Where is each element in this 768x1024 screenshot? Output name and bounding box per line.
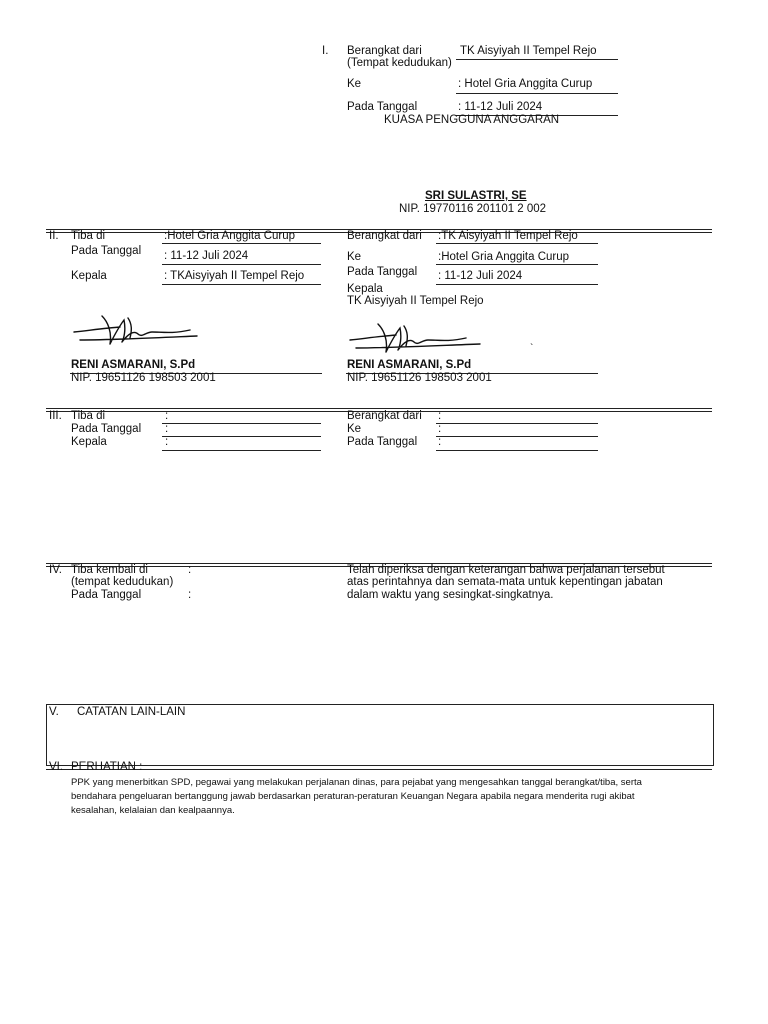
berangkat-dari-underline	[436, 423, 598, 424]
section-6-number: VI.	[49, 761, 64, 773]
tiba-kembali-label: Tiba kembali di	[71, 564, 148, 576]
berangkat-dari-value: :TK Aisyiyah II Tempel Rejo	[438, 230, 578, 242]
ke-label: Ke	[347, 251, 362, 263]
perhatian-line-3: kesalahan, kelalaian dan kealpaannya.	[71, 805, 235, 816]
kepala-underline	[162, 284, 321, 285]
kepala-label: Kepala	[71, 436, 107, 448]
kepala-value: : TKAisyiyah II Tempel Rejo	[164, 270, 305, 282]
verification-note-line-2: atas perintahnya dan semata-mata untuk kepentingan jabatan	[347, 576, 663, 588]
kuasa-pengguna-anggaran: KUASA PENGGUNA ANGGARAN	[384, 114, 560, 126]
section-5-number: V.	[49, 706, 59, 718]
berangkat-dari-underline	[456, 59, 618, 60]
ke-value: :Hotel Gria Anggita Curup	[438, 251, 570, 263]
tiba-di-underline	[162, 243, 321, 244]
berangkat-dari-value: TK Aisyiyah II Tempel Rejo	[460, 45, 597, 57]
section-divider	[46, 769, 712, 770]
signer-nip-right: NIP. 19651126 198503 2001	[347, 372, 492, 384]
ke-underline	[456, 93, 618, 94]
signer-name-left: RENI ASMARANI, S.Pd	[71, 359, 196, 371]
section-1-number: I.	[322, 45, 329, 57]
signature-right	[348, 318, 488, 358]
tiba-di-label: Tiba di	[71, 230, 106, 242]
tempat-kedudukan-label: (Tempat kedudukan)	[347, 57, 452, 69]
pada-tanggal-label: Pada Tanggal	[71, 423, 142, 435]
berangkat-dari-label: Berangkat dari	[347, 45, 422, 57]
pada-tanggal-underline	[162, 264, 321, 265]
pada-tanggal-underline	[436, 284, 598, 285]
perhatian-line-1: PPK yang menerbitkan SPD, pegawai yang melakukan perjalanan dinas, para pejabat yang mengesahkan tanggal berangkat/tiba, serta	[71, 777, 642, 788]
pada-tanggal-underline	[162, 436, 321, 437]
ke-label: Ke	[347, 78, 362, 90]
verification-note-line-3: dalam waktu yang sesingkat-singkatnya.	[347, 589, 554, 601]
tiba-di-colon: :	[165, 410, 169, 422]
signer-nip-left: NIP. 19651126 198503 2001	[71, 372, 216, 384]
kepala-value: TK Aisyiyah II Tempel Rejo	[347, 295, 484, 307]
pada-tanggal-label: Pada Tanggal	[347, 101, 418, 113]
section-4-number: IV.	[49, 564, 63, 576]
pada-tanggal-label: Pada Tanggal	[347, 266, 418, 278]
pada-tanggal-colon: :	[438, 436, 442, 448]
pada-tanggal-label: Pada Tanggal	[347, 436, 418, 448]
signer-name-right: RENI ASMARANI, S.Pd	[347, 359, 472, 371]
verification-note-line-1: Telah diperiksa dengan keterangan bahwa perjalanan tersebut	[347, 564, 665, 576]
pada-tanggal-value: : 11-12 Juli 2024	[438, 270, 523, 282]
pada-tanggal-label: Pada Tanggal	[71, 245, 142, 257]
kepala-label: Kepala	[347, 283, 383, 295]
section-divider	[46, 408, 712, 409]
ke-label: Ke	[347, 423, 362, 435]
tempat-kedudukan-label: (tempat kedudukan)	[71, 576, 174, 588]
perhatian-line-2: bendahara pengeluaran bertanggung jawab berdasarkan peraturan-peraturan Keuangan Negara apabila negara menderita rugi akibat	[71, 791, 635, 802]
kepala-colon: :	[165, 436, 169, 448]
berangkat-dari-label: Berangkat dari	[347, 230, 422, 242]
kepala-underline	[162, 450, 321, 451]
section-3-number: III.	[49, 410, 62, 422]
catatan-label: CATATAN LAIN-LAIN	[77, 706, 186, 718]
ke-value: : Hotel Gria Anggita Curup	[458, 78, 593, 90]
catatan-box	[46, 704, 714, 766]
tiba-di-underline	[162, 423, 321, 424]
stray-mark: `	[530, 343, 534, 354]
kepala-label: Kepala	[71, 270, 107, 282]
perhatian-label: PERHATIAN :	[71, 761, 143, 773]
berangkat-dari-label: Berangkat dari	[347, 410, 422, 422]
signer-name: SRI SULASTRI, SE	[425, 190, 527, 202]
pada-tanggal-underline	[436, 450, 598, 451]
pada-tanggal-colon: :	[165, 423, 169, 435]
section-2-number: II.	[49, 230, 59, 242]
tiba-di-value: :Hotel Gria Anggita Curup	[164, 230, 296, 242]
berangkat-dari-underline	[436, 243, 598, 244]
ke-underline	[436, 264, 598, 265]
tiba-kembali-colon: :	[188, 564, 192, 576]
berangkat-dari-colon: :	[438, 410, 442, 422]
pada-tanggal-label: Pada Tanggal	[71, 589, 142, 601]
signature-left	[72, 310, 202, 350]
tiba-di-label: Tiba di	[71, 410, 106, 422]
ke-colon: :	[438, 423, 442, 435]
pada-tanggal-value: : 11-12 Juli 2024	[164, 250, 249, 262]
ke-underline	[436, 436, 598, 437]
pada-tanggal-value: : 11-12 Juli 2024	[458, 101, 543, 113]
pada-tanggal-colon: :	[188, 589, 192, 601]
signer-nip: NIP. 19770116 201101 2 002	[399, 203, 547, 215]
